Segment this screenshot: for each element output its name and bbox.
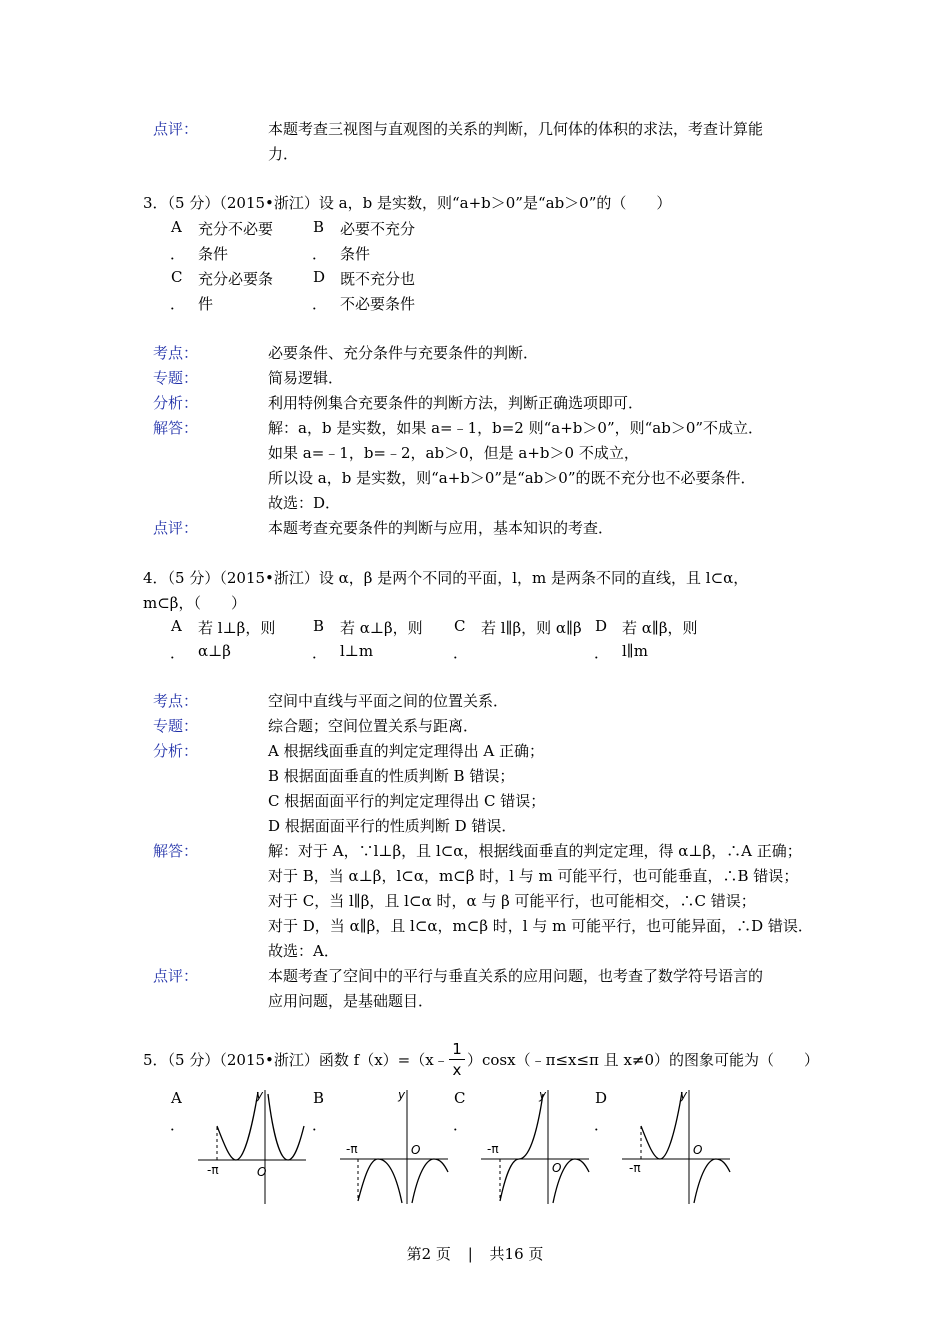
q3-option-d-line2: 不必要条件 [340,295,416,313]
q4-fenxi-label: 分析： [153,742,199,760]
q5-graph-d [620,1086,732,1206]
footer-page-number: 第2 页 [406,1245,451,1263]
q3-option-b-letter: B [313,218,325,236]
q3-option-c-letter: C [171,268,183,286]
q2-review-line-2: 力． [268,145,299,163]
q3-jieda-line-3: 所以设 a，b 是实数，则“a+b＞0”是“ab＞0”的既不充分也不必要条件． [268,469,756,487]
q5-fraction [449,1040,465,1079]
q4-option-a-line1: 若 l⊥β，则 [198,619,276,637]
q3-dianping-text: 本题考查充要条件的判断与应用，基本知识的考查． [268,519,614,537]
q4-option-d-letter: D [595,617,608,635]
q4-stem-line-1: 4．（5 分）（2015•浙江）设 α，β 是两个不同的平面，l，m 是两条不同的直线，且 l⊂α， [143,569,749,587]
q3-jieda-line-2: 如果 a=﹣1，b=﹣2，ab＞0，但是 a+b＞0 不成立， [268,444,639,462]
q4-kaodian-text: 空间中直线与平面之间的位置关系． [268,692,509,710]
q4-jieda-label: 解答： [153,842,199,860]
q4-fenxi-line-3: C 根据面面平行的判定定理得出 C 错误； [268,792,546,810]
q5-graph-b [338,1086,450,1206]
q3-option-d-letter: D [313,268,326,286]
q4-dianping-line-1: 本题考查了空间中的平行与垂直关系的应用问题，也考查了数学符号语言的 [268,967,764,985]
q5-graph-a-y-label: y [256,1088,264,1102]
page-footer [0,1243,950,1264]
q3-dianping-label: 点评： [153,519,199,537]
q5-graph-b-o-label: O [411,1143,421,1157]
q3-fenxi-text: 利用特例集合充要条件的判断方法，判断正确选项即可． [268,394,644,412]
q5-graph-b-y-label: y [398,1088,406,1102]
q4-option-a-dot: ． [170,644,186,662]
q3-stem: 3．（5 分）（2015•浙江）设 a，b 是实数，则“a+b＞0”是“ab＞0”的（ ） [143,194,672,212]
q5-graph-a [196,1086,308,1206]
q5-graph-d-negpi-label: -π [629,1161,641,1175]
q3-jieda-line-1: 解：a，b 是实数，如果 a=﹣1，b=2 则“a+b＞0”，则“ab＞0”不成立． [268,419,764,437]
q4-dianping-label: 点评： [153,967,199,985]
q4-option-d-dot: ． [594,644,610,662]
q2-review-label: 点评： [153,120,199,138]
q4-option-c-letter: C [454,617,466,635]
q5-option-d-dot: ． [594,1116,610,1134]
q3-option-d-dot: ． [312,295,328,313]
q5-option-c-letter: C [454,1089,466,1107]
q3-option-b-line1: 必要不充分 [340,220,416,238]
q4-jieda-line-4: 对于 D，当 α∥β，且 l⊂α，m⊂β 时，l 与 m 可能平行，也可能异面，∴D 错误． [268,917,813,935]
q5-graph-a-negpi-label: -π [207,1163,219,1177]
q3-option-a-line2: 条件 [198,245,229,263]
q5-graph-d-o-label: O [693,1143,703,1157]
q3-option-c-line1: 充分必要条 [198,270,274,288]
q4-option-a-line2: α⊥β [198,642,231,660]
q5-option-d-letter: D [595,1089,608,1107]
q5-graph-c-negpi-label: -π [487,1142,499,1156]
q4-option-b-line2: l⊥m [340,642,374,660]
q4-jieda-line-2: 对于 B，当 α⊥β，l⊂α，m⊂β 时，l 与 m 可能平行，也可能垂直，∴B 错误； [268,867,799,885]
q5-graph-b-negpi-label: -π [346,1142,358,1156]
q4-option-b-line1: 若 α⊥β，则 [340,619,423,637]
q4-kaodian-label: 考点： [153,692,199,710]
q4-option-c-line1: 若 l∥β，则 α∥β [481,619,582,637]
q3-zhuanti-label: 专题： [153,369,199,387]
q3-option-a-dot: ． [170,245,186,263]
q5-fraction-denominator: x [452,1061,462,1079]
q5-graph-c-y-label: y [539,1088,547,1102]
q3-kaodian-label: 考点： [153,344,199,362]
q4-option-b-letter: B [313,617,325,635]
q3-option-c-line2: 件 [198,295,214,313]
q4-option-a-letter: A [171,617,182,635]
q4-zhuanti-text: 综合题；空间位置关系与距离． [268,717,479,735]
q5-stem-prefix: 5．（5 分）（2015•浙江）函数 f（x）=（x﹣ [143,1051,449,1069]
q4-jieda-line-1: 解：对于 A，∵l⊥β，且 l⊂α，根据线面垂直的判定定理，得 α⊥β，∴A 正确； [268,842,802,860]
q5-fraction-numerator: 1 [452,1040,462,1058]
q4-option-d-line2: l∥m [622,642,648,660]
q4-option-c-dot: ． [453,644,469,662]
q5-option-a-letter: A [171,1089,182,1107]
q5-option-c-dot: ． [453,1116,469,1134]
q4-option-d-line1: 若 α∥β，则 [622,619,698,637]
q4-fenxi-line-4: D 根据面面平行的性质判断 D 错误． [268,817,517,835]
q3-option-d-line1: 既不充分也 [340,270,416,288]
q2-review-line-1: 本题考查三视图与直观图的关系的判断，几何体的体积的求法，考查计算能 [268,120,764,138]
q5-graph-a-o-label: O [257,1165,267,1179]
q5-stem-suffix: ）cosx（﹣π≤x≤π 且 x≠0）的图象可能为（ ） [467,1051,820,1069]
q4-zhuanti-label: 专题： [153,717,199,735]
q3-jieda-line-4: 故选：D． [268,494,341,512]
q5-graph-c [479,1086,591,1206]
q5-option-b-letter: B [313,1089,325,1107]
q3-zhuanti-text: 简易逻辑． [268,369,344,387]
q3-option-a-letter: A [171,218,182,236]
q4-jieda-line-5: 故选：A． [268,942,339,960]
q3-jieda-label: 解答： [153,419,199,437]
q3-option-a-line1: 充分不必要 [198,220,274,238]
footer-total-pages: 共16 页 [489,1245,544,1263]
q5-graph-d-y-label: y [680,1088,688,1102]
q3-option-c-dot: ． [170,295,186,313]
q5-option-a-dot: ． [170,1116,186,1134]
q3-fenxi-label: 分析： [153,394,199,412]
q3-option-b-line2: 条件 [340,245,371,263]
q4-dianping-line-2: 应用问题，是基础题目． [268,992,434,1010]
q4-fenxi-line-1: A 根据线面垂直的判定定理得出 A 正确； [268,742,544,760]
q5-option-b-dot: ． [312,1116,328,1134]
q5-graph-c-o-label: O [552,1161,562,1175]
q3-option-b-dot: ． [312,245,328,263]
q4-jieda-line-3: 对于 C，当 l∥β，且 l⊂α 时，α 与 β 可能平行，也可能相交，∴C 错误； [268,892,756,910]
q3-kaodian-text: 必要条件、充分条件与充要条件的判断． [268,344,539,362]
q4-fenxi-line-2: B 根据面面垂直的性质判断 B 错误； [268,767,515,785]
footer-separator: | [467,1245,473,1263]
q5-fraction-bar [449,1059,465,1060]
q4-option-b-dot: ． [312,644,328,662]
q4-stem-line-2: m⊂β，（ ） [143,594,246,612]
